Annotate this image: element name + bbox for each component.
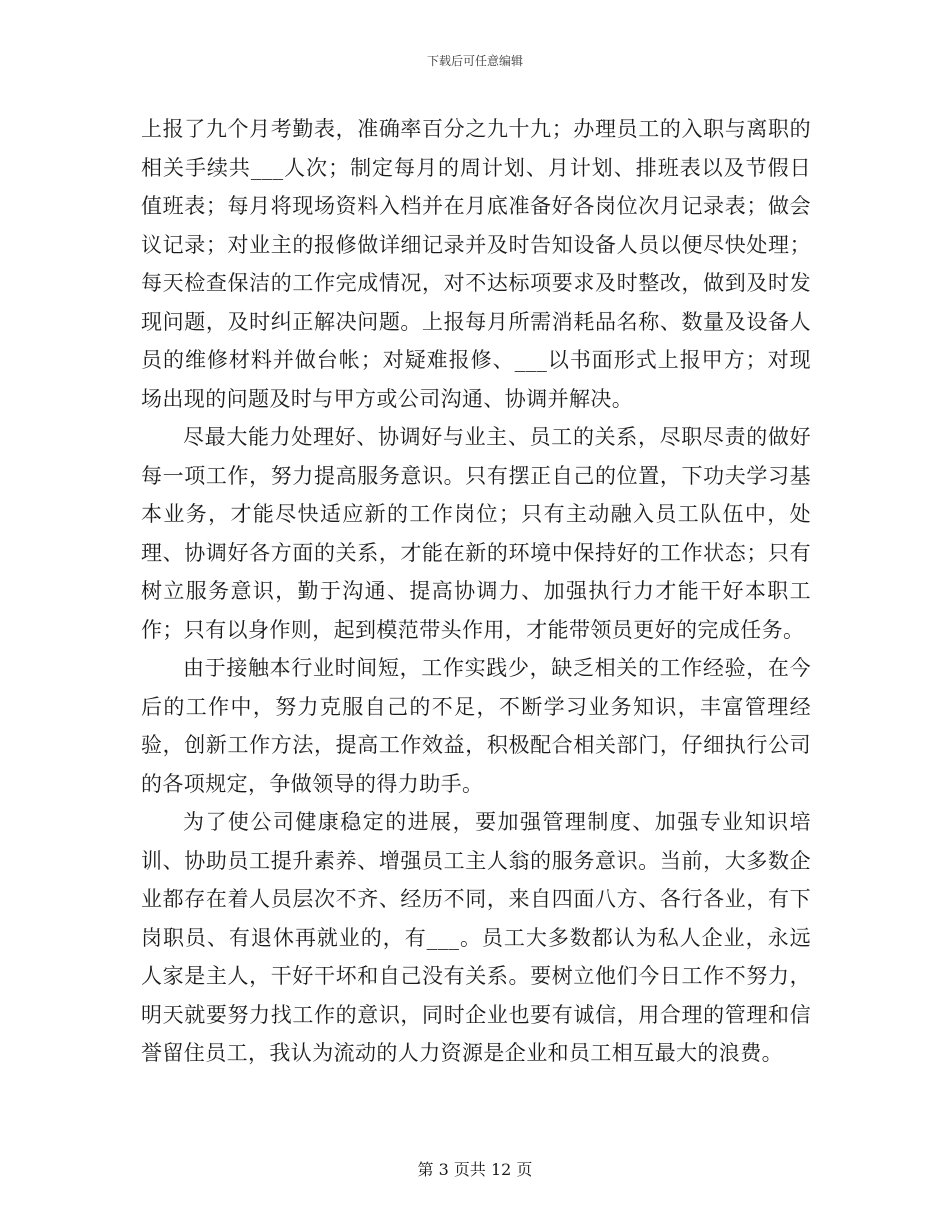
paragraph-attendance-duties: 上报了九个月考勤表，准确率百分之九十九；办理员工的入职与离职的相关手续共___人次；制定每月的周计划、月计划、排班表以及节假日值班表；每月将现场资料入档并在月底准备好各岗位次月记录表；做会议记录；对业主的报修做详细记录并及时告知设备人员以便尽快处理；每天检查保洁的工作完成情况，对不达标项要求及时整改，做到及时发现问题，及时纠正解决问题。上报每月所需消耗品名称、数量及设备人员的维修材料并做台帐；对疑难报修、___以书面形式上报甲方；对现场出现的问题及时与甲方或公司沟通、协调并解决。 bbox=[141, 117, 811, 411]
paragraph-management: 为了使公司健康稳定的进展，要加强管理制度、加强专业知识培训、协助员工提升素养、增强员工主人翁的服务意识。当前，大多数企业都存在着人员层次不齐、经历不同，来自四面八方、各行各业，有下岗职员、有退休再就业的，有___。员工大多数都认为私人企业，永远人家是主人，干好干坏和自己没有关系。要树立他们今日工作不努力，明天就要努力找工作的意识，同时企业也要有诚信，用合理的管理和信誉留住员工，我认为流动的人力资源是企业和员工相互最大的浪费。 bbox=[141, 810, 811, 1065]
paragraph-relationships: 尽最大能力处理好、协调好与业主、员工的关系，尽职尽责的做好每一项工作，努力提高服务意识。只有摆正自己的位置，下功夫学习基本业务，才能尽快适应新的工作岗位；只有主动融入员工队伍中，处理、协调好各方面的关系，才能在新的环境中保持好的工作状态；只有树立服务意识，勤于沟通、提高协调力、加强执行力才能干好本职工作；只有以身作则，起到模范带头作用，才能带领员更好的完成任务。 bbox=[141, 425, 811, 642]
page-number: 第 3 页共 12 页 bbox=[417, 1160, 533, 1179]
page-header-note: 下载后可任意编辑 bbox=[426, 54, 523, 68]
paragraph-experience: 由于接触本行业时间短，工作实践少，缺乏相关的工作经验，在今后的工作中，努力克服自己的不足，不断学习业务知识，丰富管理经验，创新工作方法，提高工作效益，积极配合相关部门，仔细执行公司的各项规定，争做领导的得力助手。 bbox=[141, 656, 811, 796]
document-body bbox=[141, 110, 811, 1073]
